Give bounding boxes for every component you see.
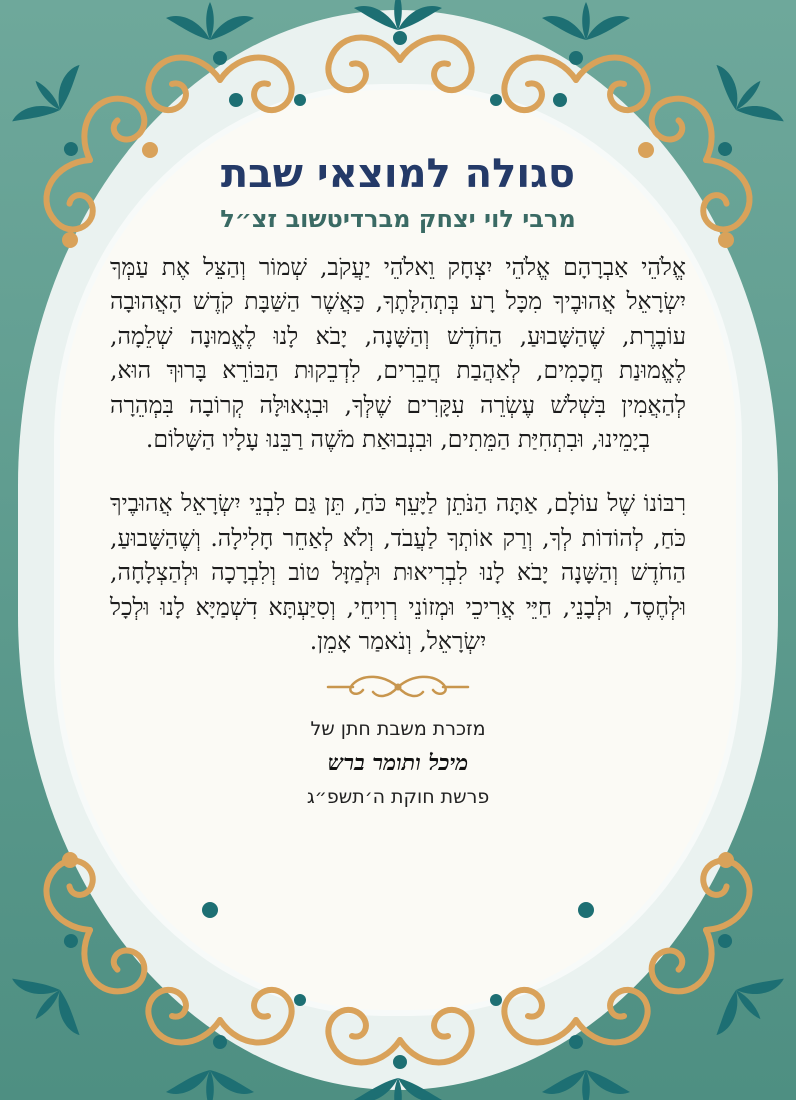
leaf-ornament (166, 2, 254, 40)
subtitle: מרבי לוי יצחק מברדיטשוב זצ״ל (220, 205, 576, 233)
page-title: סגולה למוצאי שבת (220, 151, 576, 197)
couple-names: מיכל ותומר ברש (327, 750, 469, 777)
ornamental-divider (323, 672, 473, 702)
card-content (110, 150, 686, 990)
dedication-line: מזכרת משבת חתן של (310, 718, 486, 741)
prayer-paragraph-1: אֱלֹהֵי אַבְרָהָם אֱלֹהֵי יִצְחָק וֵאלֹהֵי יַעֲקֹב, שְׁמוֹר וְהַצֵּל אֶת עַמְּךָ יִשְׂרָאֵל אֲהוּבֶיךָ מִכָּל רָע בְּתְהִלָּתֶךָ, כַּאֲשֶׁר הַשַּׁבָּת קֹדֶשׁ הָאֲהוּבָה עוֹבֶרֶת, שֶׁהַשָּׁבוּעַ, הַחֹדֶשׁ וְהַשָּׁנָה, יָבֹא לָנוּ לֶאֱמוּנָה שְׁלֵמָה, לֶאֱמוּנַת חֲכָמִים, לְאַהֲבַת חֲבֵרִים, לִדְבֵקוּת הַבּוֹרֵא בָּרוּךְ הוּא, לְהַאֲמִין בִּשְׁלֹשׁ עֶשְׂרֵה עִקָּרִים שֶׁלְּךָ, וּבִגְאוּלָּה קְרוֹבָה בִּמְהֵרָה בְיָמֵינוּ, וּבִתְחִיַּת הַמֵּתִים, וּבִנְבוּאַת מֹשֶׁה רַבֵּנוּ עָלָיו הַשָּׁלוֹם. (110, 253, 686, 454)
parasha-date: פרשת חוקת ה׳תשפ״ג (306, 786, 490, 809)
prayer-paragraph-2: רִבּוֹנוֹ שֶׁל עוֹלָם, אַתָּה הַנֹּתֵן לַיָּעֵף כֹּחַ, תֵּן גַּם לִבְנֵי יִשְׂרָאֵל אֲהוּבֶיךָ כֹּחַ, לְהוֹדוֹת לְךָ, וְרַק אוֹתְךָ לַעֲבֹד, וְלֹא לְאַחֵר חָלִילָה. וְשֶׁהַשָּׁבוּעַ, הַחֹדֶשׁ וְהַשָּׁנָה יָבֹא לָנוּ לִבְרִיאוּת וּלְמַזָּל טוֹב וְלִבְרָכָה וּלְהַצְלָחָה, וּלְחֶסֶד, וּלְבָנֵי, חַיֵּי אֲרִיכֵי וּמְזוֹנֵי רְוִיחֵי, וְסִיַּעְתָּא דִשְׁמַיָּא לָנוּ וּלְכָל יִשְׂרָאֵל, וְנֹאמַר אָמֵן. (110, 489, 686, 656)
